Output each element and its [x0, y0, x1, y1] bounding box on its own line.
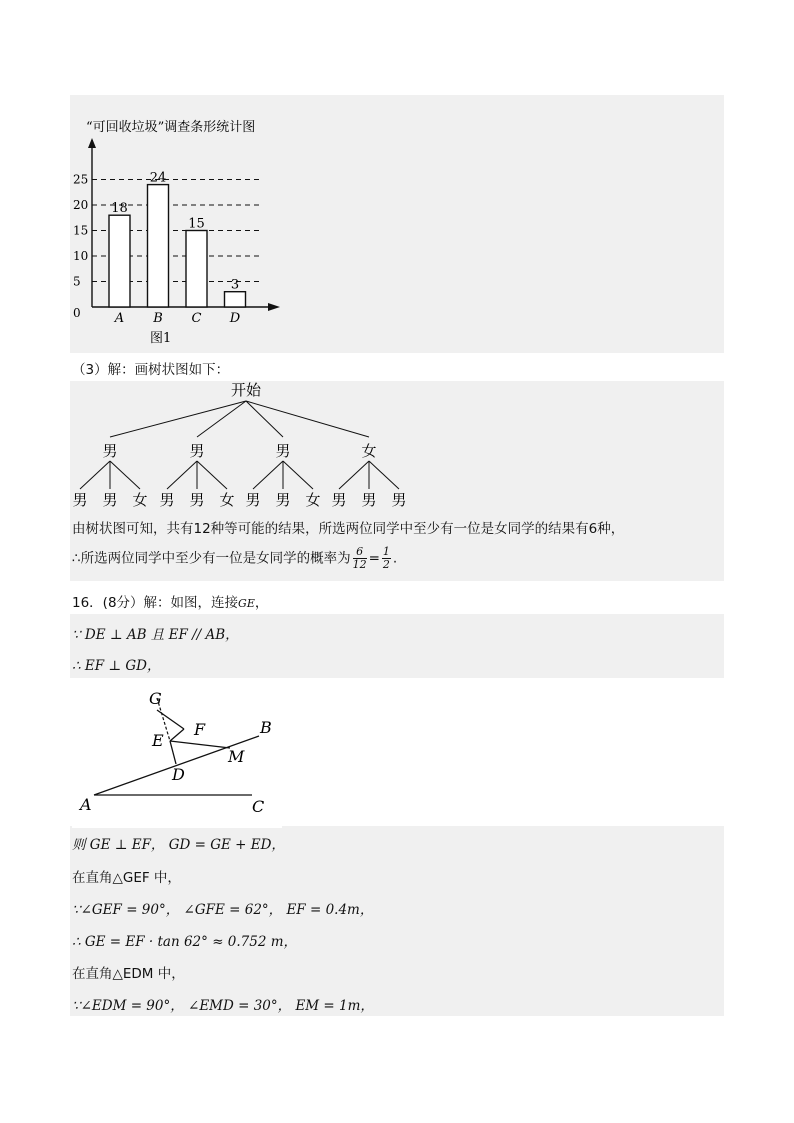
- frac1-den: 12: [352, 558, 367, 571]
- tree-node-l2-3-0: 男: [331, 491, 347, 509]
- q16-line5: ∵∠GEF = 90°， ∠GFE = 62°， EF = 0.4m，: [72, 902, 374, 918]
- chart-caption: 图1: [150, 331, 172, 346]
- tree-diagram: [70, 381, 430, 511]
- tree-edge-2-2: [283, 461, 313, 489]
- fraction-1-2: [382, 546, 391, 571]
- q16-header: [72, 591, 268, 611]
- ytick-label-20: 20: [73, 198, 89, 212]
- xtick-label-B: B: [153, 311, 163, 326]
- fraction-6-12: [353, 546, 367, 571]
- tree-node-l2-3-1: 男: [361, 491, 377, 509]
- tree-node-l1-2: 男: [275, 442, 291, 460]
- q16-line6: ∴ GE = EF · tan 62° ≈ 0.752 m，: [72, 934, 298, 950]
- ytick-label-25: 25: [73, 172, 89, 187]
- tree-node-l2-1-2: 女: [219, 491, 235, 509]
- tree-node-l2-2-2: 女: [305, 491, 321, 509]
- point-label-C: C: [252, 797, 265, 816]
- ytick-label-5: 5: [73, 274, 81, 289]
- tree-edge-1-2: [197, 461, 227, 489]
- frac2-num: 1: [382, 545, 390, 558]
- point-label-F: F: [194, 720, 206, 739]
- x-axis-arrow: [268, 303, 280, 311]
- bar-B: [148, 185, 169, 307]
- tree-edge-3-0: [339, 461, 369, 489]
- point-label-G: G: [149, 689, 162, 708]
- point-label-D: D: [172, 765, 185, 784]
- xtick-label-D: D: [229, 311, 241, 326]
- point-label-A: A: [80, 795, 92, 814]
- point-label-E: E: [152, 731, 164, 750]
- tree-node-l2-0-0: 男: [72, 491, 88, 509]
- q16-header-end: ，: [254, 595, 269, 611]
- tree-node-l2-0-2: 女: [132, 491, 148, 509]
- tree-edge-2-0: [253, 461, 283, 489]
- point-label-B: B: [260, 718, 272, 737]
- bar-C: [186, 231, 207, 308]
- part3-intro: （3）解：画树状图如下：: [72, 362, 230, 378]
- bar-D: [225, 292, 246, 307]
- ytick-label-0: 0: [73, 306, 81, 320]
- tree-node-l1-1: 男: [189, 442, 205, 460]
- prob-suffix: .: [392, 550, 398, 567]
- tree-node-l2-2-0: 男: [245, 491, 261, 509]
- tree-node-l1-0: 男: [102, 442, 118, 460]
- tree-root: 开始: [230, 381, 262, 399]
- tree-edge-root-0: [110, 401, 246, 437]
- probability-line: ∴所选两位同学中至少有一位是女同学的概率为 $\frac{6}{12}$ = $\frac{1}{2}$ .: [72, 545, 398, 571]
- tree-edge-1-0: [167, 461, 197, 489]
- point-label-M: M: [228, 747, 245, 766]
- ytick-label-10: 10: [73, 249, 89, 263]
- q16-line3: 则 GE ⊥ EF， GD = GE + ED，: [72, 837, 285, 853]
- q16-header-var: GE: [238, 597, 255, 610]
- tree-edge-root-1: [197, 401, 246, 437]
- q16-line2: ∴ EF ⊥ GD，: [72, 658, 161, 674]
- tree-node-l2-2-1: 男: [275, 491, 291, 509]
- geometry-figure: [72, 678, 282, 828]
- tree-edge-0-0: [80, 461, 110, 489]
- q16-header-text: 16．(8分）解：如图，连接: [72, 595, 239, 611]
- tree-node-l1-3: 女: [361, 442, 377, 460]
- tree-edge-3-2: [369, 461, 399, 489]
- q16-line8: ∵∠EDM = 90°， ∠EMD = 30°， EM = 1m，: [72, 998, 374, 1014]
- tree-node-l2-1-0: 男: [159, 491, 175, 509]
- tree-edge-0-2: [110, 461, 140, 489]
- tree-node-l2-0-1: 男: [102, 491, 118, 509]
- q16-line7: 在直角△EDM 中，: [72, 966, 185, 982]
- prob-prefix: ∴所选两位同学中至少有一位是女同学的概率为: [72, 550, 351, 567]
- bar-value-C: 15: [188, 216, 205, 232]
- q16-line1: ∵ DE ⊥ AB 且 EF // AB，: [72, 627, 239, 643]
- bar-value-B: 24: [149, 170, 167, 186]
- tree-conclusion: 由树状图可知，共有12种等可能的结果，所选两位同学中至少有一位是女同学的结果有6种，: [72, 521, 625, 537]
- y-axis-arrow: [88, 138, 96, 148]
- bar-value-A: 18: [111, 201, 128, 217]
- xtick-label-A: A: [114, 311, 125, 326]
- ytick-label-15: 15: [73, 223, 89, 238]
- frac2-den: 2: [382, 558, 390, 571]
- bar-chart: [70, 110, 310, 355]
- q16-line4: 在直角△GEF 中，: [72, 870, 181, 886]
- frac1-num: 6: [353, 546, 367, 559]
- xtick-label-C: C: [191, 311, 202, 326]
- chart-title: “可回收垃圾”调查条形统计图: [86, 120, 256, 135]
- tree-node-l2-1-1: 男: [189, 491, 205, 509]
- bar-A: [109, 215, 130, 307]
- solution-band-2: [70, 826, 724, 1016]
- tree-node-l2-3-2: 男: [391, 491, 407, 509]
- bar-value-D: 3: [230, 277, 240, 293]
